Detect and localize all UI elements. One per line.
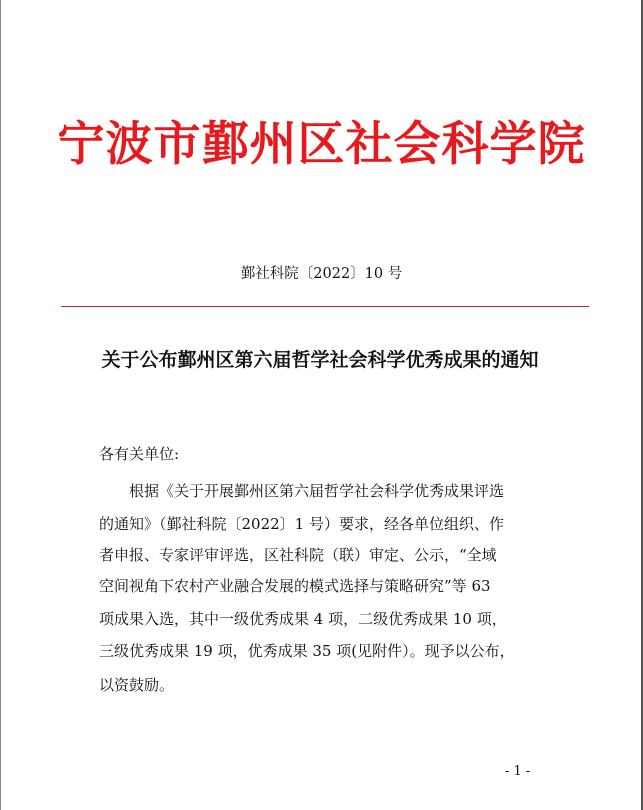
body-line: 项成果入选，其中一级优秀成果 4 项，二级优秀成果 10 项， [99, 610, 507, 628]
body-line: 根据《关于开展鄞州区第六届哲学社会科学优秀成果评选 [129, 482, 505, 500]
body-line: 以资鼓励。 [99, 676, 175, 694]
salutation: 各有关单位: [99, 445, 180, 463]
body-line: 者申报、专家评审评选，区社科院（联）审定、公示，“全域 [99, 546, 497, 564]
body-line: 三级优秀成果 19 项，优秀成果 35 项(见附件）。现予以公布， [99, 642, 515, 660]
body-line: 的通知》（鄞社科院〔2022〕1 号）要求，经各单位组织、作 [99, 515, 504, 533]
body-line: 空间视角下农村产业融合发展的模式选择与策略研究”等 63 [99, 577, 491, 595]
document-number: 鄞社科院〔2022〕10 号 [240, 266, 403, 282]
page-number: - 1 - [505, 764, 531, 779]
red-divider-line [61, 306, 589, 307]
notice-title: 关于公布鄞州区第六届哲学社会科学优秀成果的通知 [101, 349, 539, 371]
org-header-title: 宁波市鄞州区社会科学院 [57, 117, 586, 172]
